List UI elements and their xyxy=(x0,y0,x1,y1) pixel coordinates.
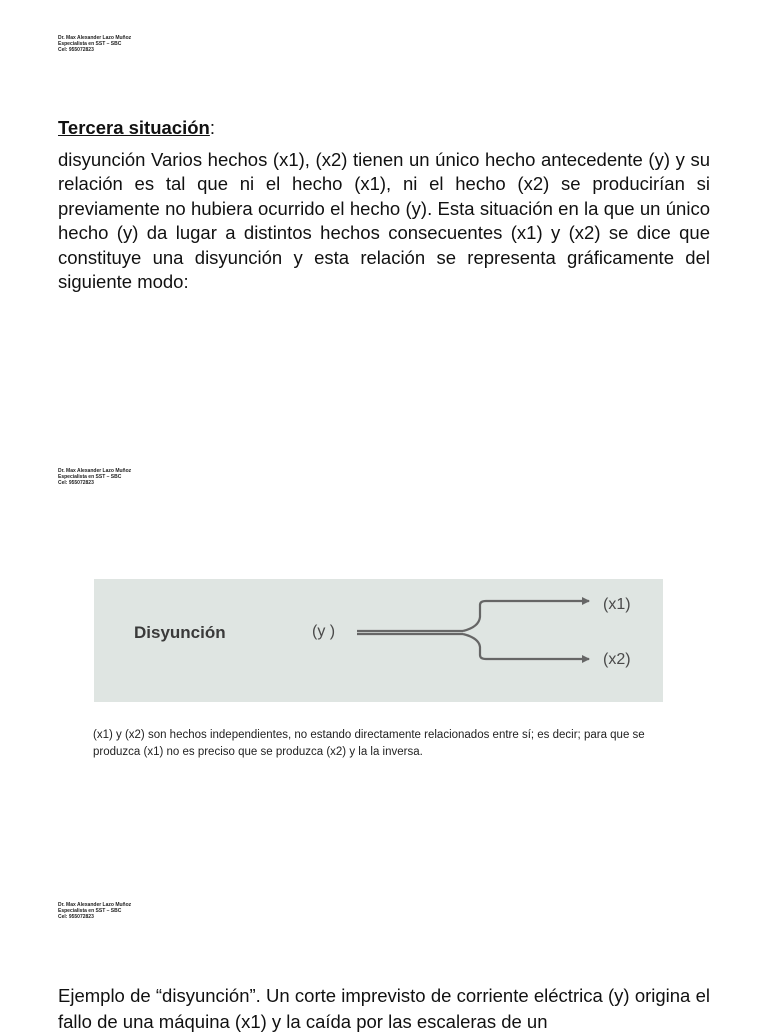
page-header xyxy=(58,902,131,920)
page-header xyxy=(58,35,131,53)
header-author: Dr. Max Alexander Lazo Muñoz xyxy=(58,468,132,474)
section-heading-text: Tercera situación xyxy=(58,117,210,138)
example-paragraph: Ejemplo de “disyunción”. Un corte imprevisto de corriente eléctrica (y) origina el fallo de una máquina (x1) y la caída por las escaleras de un xyxy=(58,985,710,1032)
header-phone: Cel: 955072823 xyxy=(58,914,94,920)
section-paragraph: disyunción Varios hechos (x1), (x2) tienen un único hecho antecedente (y) y su relación es tal que ni el hecho (x1), ni el hecho (x2) se producirían si previamente no hubiera ocurrido el hecho (y). Esta situación en la que un único hecho (y) da lugar a distintos hechos consecuentes (x1) y (x2) se dice que constituye una disyunción y esta relación se representa gráficamente del siguiente modo: xyxy=(58,149,710,293)
antecedent-node-label: (y ) xyxy=(312,623,336,640)
section-heading xyxy=(58,116,215,140)
diagram-caption: (x1) y (x2) son hechos independientes, no estando directamente relacionados entre sí; es decir; para que se produzca (x1) no es preciso que se produzca (x2) y la la inversa. xyxy=(93,729,645,758)
header-role: Especialista en SST – SBC xyxy=(58,908,122,914)
consequent-x1-label: (x1) xyxy=(603,596,631,613)
diagram-title: Disyunción xyxy=(134,623,226,642)
header-role: Especialista en SST – SBC xyxy=(58,474,122,480)
header-phone: Cel: 955072823 xyxy=(58,47,94,53)
branch-upper xyxy=(463,601,589,631)
consequent-x2-label: (x2) xyxy=(603,651,631,668)
header-role: Especialista en SST – SBC xyxy=(58,41,122,47)
section-heading-colon: : xyxy=(209,117,215,138)
header-author: Dr. Max Alexander Lazo Muñoz xyxy=(58,35,132,41)
disjunction-diagram xyxy=(94,579,663,702)
header-phone: Cel: 955072823 xyxy=(58,480,94,486)
header-author: Dr. Max Alexander Lazo Muñoz xyxy=(58,902,132,908)
branch-lower xyxy=(463,634,589,659)
page-header xyxy=(58,468,131,486)
